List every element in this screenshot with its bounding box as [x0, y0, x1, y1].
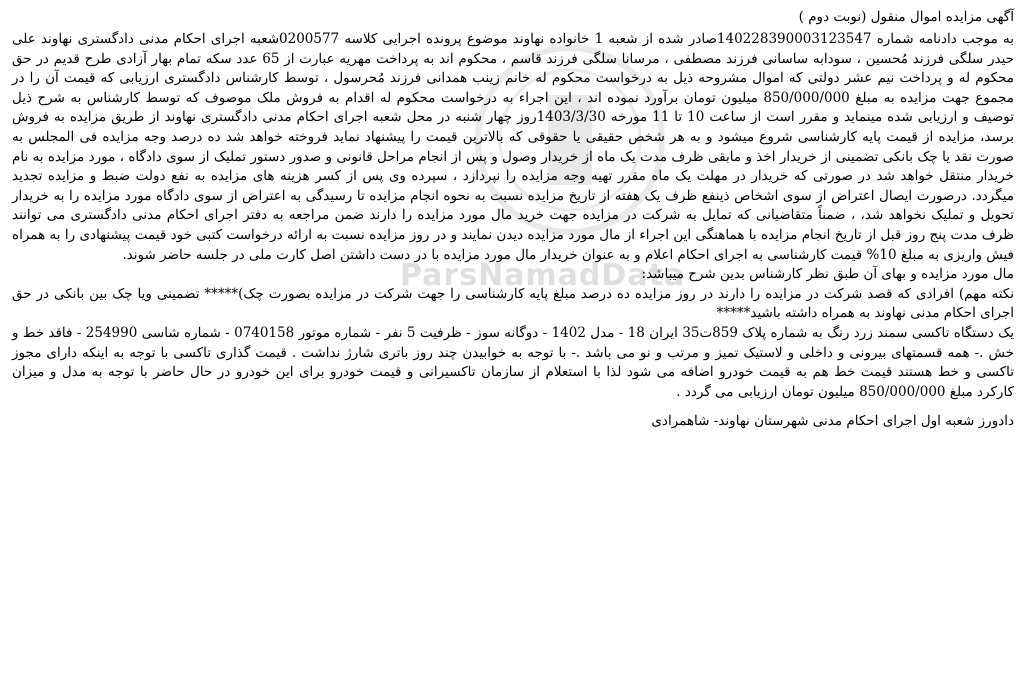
notice-title: آگهی مزایده اموال منقول (نوبت دوم ) [798, 9, 1014, 25]
notice-content [12, 8, 1014, 432]
notice-signature: دادورز شعبه اول اجرای احکام مدنی شهرستان نهاوند- شاهمرادی [651, 413, 1014, 430]
notice-important-note: نکته مهم) افرادی که قصد شرکت در مزایده را دارند در روز مزایده ده درصد مبلغ پایه کارشناسی را جهت شرکت در مزایده بصورت چک)***** تضمینی ویا چک بین بانکی در حق اجرای احکام مدنی نهاوند به همراه داشته باشید***** [12, 285, 1014, 322]
spacer [12, 402, 1014, 412]
notice-item-intro: مال مورد مزایده و بهای آن طبق نظر کارشناس بدین شرح میباشد: [641, 266, 1014, 283]
watermark-brand: ParsNamadData [400, 258, 686, 293]
notice-item-description: یک دستگاه تاکسی سمند زرد رنگ به شماره پلاک 859ت35 ایران 18 - مدل 1402 - دوگانه سوز - ظرفیت 5 نفر - شماره موتور 0740158 - شماره شاسی 254990 - فاقد خط و خش .- همه قسمتهای بیرونی و داخلی و لاستیک تمیز و مرتب و نو می باشد .- با توجه به خوابیدن چند روز باتری شارژ نداشت . قیمت گذاری تاکسی با توجه به اینکه دارای مجوز تاکسی و خط هستند قیمت خط هم به قیمت خودرو اضافه می شود لذا با استعلام از سازمان تاکسیرانی و قیمت خودرو برای این خودرو در حال حاضر با توجه به مدل و میزان کارکرد مبلغ 850/000/000 میلیون تومان ارزیابی می گردد . [12, 324, 1014, 400]
notice-body-main: به موجب دادنامه شماره 140228390003123547صادر شده از شعبه 1 خانواده نهاوند موضوع پرونده اجرایی کلاسه 0200577شعبه اجرای احکام مدنی دادگستری نهاوند علی حیدر سلگی فرزند مُحسین ، سودابه ساسانی فرزند مصطفی ، مرسانا سلگی فرزند قاسم ، محکوم اند به پرداخت مهریه عبارت از 65 عدد سکه تمام بهار آزادی طرح قدیم در حق محکوم له و پرداخت نیم عشر دولتی که اموال مشروحه ذیل به درخواست محکوم له خانم زینب همدانی فرزند مُحرسول ، توسط کارشناس دادگستری ارزیابی که قیمت آن را در مجموع جهت مزایده به مبلغ 850/000/000 میلیون تومان برآورد نموده اند ، این اجراء به درخواست محکوم له اقدام به فروش ملک موصوف که توسط کارشناس به شرح ذیل توصیف و ارزیابی شده مینماید و مقرر است از ساعت 10 تا 11 مورخه 1403/3/30روز چهار شنبه در محل شعبه اجرای احکام مدنی دادگستری نهاوند از طریق مزایده به فروش برسد، مزایده از قیمت پایه کارشناسی شروع میشود و به هر شخص حقیقی یا حقوقی که بالاترین قیمت را پیشنهاد نماید فروخته خواهد شد ده درصد وجه مزایده فی المجلس به صورت نقد یا چک بانکی تضمینی از خریدار اخذ و مابقی ظرف مدت یک ماه از خریدار وصول و پس از انجام مراحل قانونی و صدور دستور تملیک از سوی دادگاه ، مورد مزایده به نام خریدار منتقل خواهد شد در صورتی که خریدار در مهلت یک ماه مقرر تهیه وجه مزایده را نپردازد ، سپرده وی پس از کسر هزینه های مزایده به نفع دولت ضبط و مزایده تجدید میگردد. درصورت ایصال اعتراض از سوی اشخاص ذینفع ظرف یک هفته از تاریخ مزایده نسبت به نحوه انجام مزایده تا رسیدگی به اعتراض از سوی دادگاه مورد مزایده را به خریدار تحویل و تملیک نخواهد شد، ، ضمناً متقاضیانی که تمایل به شرکت در مزایده جهت خرید مال مورد مزایده را دارند ضمن مراجعه به دفتر اجرای احکام مدنی دادگستری می توانند ظرف مدت پنج روز قبل از تاریخ انجام مزایده با هماهنگی این اجراء از مال مورد مزایده دیدن نمایند و در روز مزایده نسبت به ارائه درخواست کتبی خود قیمت پیشنهادی را به همراه فیش واریزی به مبلغ 10% قیمت کارشناسی به اجرای احکام اعلام و به عنوان خریدار مال مورد مزایده با در دست داشتن اصل کارت ملی در جلسه حاضر شوند. [12, 31, 1015, 263]
